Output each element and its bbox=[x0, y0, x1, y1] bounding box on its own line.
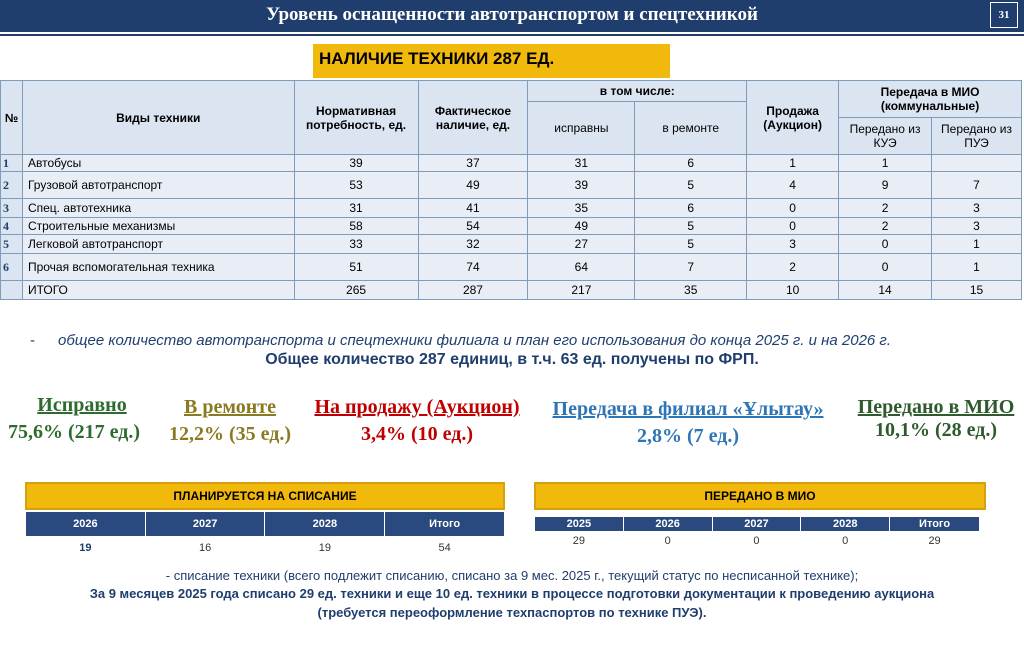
row-norm: 58 bbox=[294, 218, 418, 235]
stat-working bbox=[7, 394, 142, 444]
row-num: 2 bbox=[1, 172, 23, 199]
row-kue: 2 bbox=[839, 199, 932, 218]
row-kue: 0 bbox=[839, 235, 932, 254]
writeoff-title: ПЛАНИРУЕТСЯ НА СПИСАНИЕ bbox=[25, 482, 505, 510]
mio-value: 0 bbox=[753, 534, 760, 547]
col-norm-header: Нормативная потребность, ед. bbox=[294, 81, 418, 155]
row-fact: 54 bbox=[418, 218, 528, 235]
mio-value: 0 bbox=[664, 534, 671, 547]
row-num: 3 bbox=[1, 199, 23, 218]
bottom-note-2: За 9 месяцев 2025 года списано 29 ед. техники и еще 10 ед. техники в процессе подготовки документации к проведению аукциона bbox=[89, 586, 935, 601]
row-sale: 1 bbox=[747, 155, 839, 172]
stat-repair bbox=[160, 396, 300, 446]
row-repair: 5 bbox=[635, 218, 747, 235]
row-fact: 32 bbox=[418, 235, 528, 254]
row-pue: 1 bbox=[932, 235, 1022, 254]
row-fact: 74 bbox=[418, 254, 528, 281]
row-working: 64 bbox=[528, 254, 635, 281]
stat-working-label: Исправно bbox=[37, 394, 127, 416]
row-pue: 1 bbox=[932, 254, 1022, 281]
row-kue: 2 bbox=[839, 218, 932, 235]
row-norm: 31 bbox=[294, 199, 418, 218]
row-working: 31 bbox=[528, 155, 635, 172]
mio-year: 2027 bbox=[712, 517, 801, 532]
total-fact: 287 bbox=[418, 281, 528, 300]
col-repair-header: в ремонте bbox=[635, 102, 747, 155]
row-norm: 39 bbox=[294, 155, 418, 172]
col-fact-header: Фактическое наличие, ед. bbox=[418, 81, 528, 155]
row-fact: 41 bbox=[418, 199, 528, 218]
writeoff-value: 16 bbox=[198, 541, 212, 554]
col-num-header: № bbox=[1, 81, 23, 155]
row-repair: 7 bbox=[635, 254, 747, 281]
mio-total-header: Итого bbox=[890, 517, 980, 532]
row-fact: 37 bbox=[418, 155, 528, 172]
stat-ulytau bbox=[538, 398, 838, 448]
total-sale: 10 bbox=[747, 281, 839, 300]
total-kue: 14 bbox=[839, 281, 932, 300]
col-type-header: Виды техники bbox=[22, 81, 294, 155]
row-repair: 5 bbox=[635, 235, 747, 254]
row-working: 27 bbox=[528, 235, 635, 254]
writeoff-value: 19 bbox=[79, 541, 92, 554]
table-row bbox=[1, 172, 1022, 199]
row-pue: 7 bbox=[932, 172, 1022, 199]
row-kue: 0 bbox=[839, 254, 932, 281]
page-title: Уровень оснащенности автотранспортом и спецтехникой bbox=[266, 4, 758, 25]
total-repair: 35 bbox=[635, 281, 747, 300]
row-working: 49 bbox=[528, 218, 635, 235]
writeoff-total: 54 bbox=[438, 541, 451, 554]
col-sale-header: Продажа (Аукцион) bbox=[747, 81, 839, 155]
table-row bbox=[1, 218, 1022, 235]
mio-year: 2026 bbox=[623, 517, 712, 532]
row-name: Грузовой автотранспорт bbox=[22, 172, 294, 199]
stat-mio bbox=[848, 396, 1024, 442]
note-dash: - bbox=[30, 332, 35, 349]
header-bar bbox=[0, 0, 1024, 32]
stat-repair-value: 12,2% (35 ед.) bbox=[168, 423, 292, 445]
mio-table bbox=[534, 516, 980, 550]
row-working: 39 bbox=[528, 172, 635, 199]
row-norm: 33 bbox=[294, 235, 418, 254]
row-norm: 53 bbox=[294, 172, 418, 199]
col-kue-header: Передано из КУЭ bbox=[839, 118, 932, 155]
total-norm: 265 bbox=[294, 281, 418, 300]
writeoff-table bbox=[25, 511, 505, 559]
writeoff-total-header: Итого bbox=[385, 512, 505, 537]
header-divider bbox=[0, 34, 1024, 36]
row-fact: 49 bbox=[418, 172, 528, 199]
stat-mio-value: 10,1% (28 ед.) bbox=[874, 419, 998, 441]
row-kue: 1 bbox=[839, 155, 932, 172]
total-label: ИТОГО bbox=[22, 281, 294, 300]
row-sale: 4 bbox=[747, 172, 839, 199]
stat-sale-value: 3,4% (10 ед.) bbox=[360, 423, 474, 445]
row-norm: 51 bbox=[294, 254, 418, 281]
mio-value: 0 bbox=[842, 534, 849, 547]
stat-sale-label: На продажу (Аукцион) bbox=[314, 396, 520, 418]
table-row bbox=[1, 235, 1022, 254]
row-name: Спец. автотехника bbox=[22, 199, 294, 218]
col-including-header: в том числе: bbox=[528, 81, 747, 102]
table-total-row bbox=[1, 281, 1022, 300]
row-repair: 5 bbox=[635, 172, 747, 199]
col-working-header: исправны bbox=[528, 102, 635, 155]
writeoff-year: 2027 bbox=[145, 512, 265, 537]
total-working: 217 bbox=[528, 281, 635, 300]
mio-title: ПЕРЕДАНО В МИО bbox=[534, 482, 986, 510]
row-pue bbox=[932, 155, 1022, 172]
stat-ulytau-label: Передача в филиал «Ұлытау» bbox=[552, 398, 824, 420]
row-sale: 0 bbox=[747, 199, 839, 218]
table-row bbox=[1, 254, 1022, 281]
bottom-note-3: (требуется переоформление техпаспортов по технике ПУЭ). bbox=[317, 605, 707, 620]
mio-total: 29 bbox=[928, 534, 941, 547]
row-kue: 9 bbox=[839, 172, 932, 199]
note-plan-text: общее количество автотранспорта и спецтехники филиала и план его использования до конца 2025 г. и на 2026 г. bbox=[58, 332, 891, 349]
row-num: 6 bbox=[1, 254, 23, 281]
writeoff-year: 2028 bbox=[265, 512, 385, 537]
row-num: 4 bbox=[1, 218, 23, 235]
row-name: Строительные механизмы bbox=[22, 218, 294, 235]
row-name: Автобусы bbox=[22, 155, 294, 172]
row-sale: 0 bbox=[747, 218, 839, 235]
equipment-banner bbox=[313, 44, 670, 78]
note-total: Общее количество 287 единиц, в т.ч. 63 ед. получены по ФРП. bbox=[265, 351, 759, 368]
table-row bbox=[1, 155, 1022, 172]
writeoff-year: 2026 bbox=[26, 512, 146, 537]
row-num: 5 bbox=[1, 235, 23, 254]
row-repair: 6 bbox=[635, 199, 747, 218]
stat-working-value: 75,6% (217 ед.) bbox=[7, 421, 141, 443]
banner-text: НАЛИЧИЕ ТЕХНИКИ 287 ЕД. bbox=[319, 49, 555, 68]
total-num bbox=[1, 281, 23, 300]
table-row bbox=[1, 199, 1022, 218]
row-num: 1 bbox=[1, 155, 23, 172]
row-repair: 6 bbox=[635, 155, 747, 172]
page-number: 31 bbox=[990, 2, 1018, 28]
total-pue: 15 bbox=[932, 281, 1022, 300]
row-working: 35 bbox=[528, 199, 635, 218]
mio-value: 29 bbox=[572, 534, 586, 547]
bottom-note-1: - списание техники (всего подлежит списанию, списано за 9 мес. 2025 г., текущий статус по несписанной технике); bbox=[165, 568, 859, 583]
col-pue-header: Передано из ПУЭ bbox=[932, 118, 1022, 155]
mio-year: 2028 bbox=[801, 517, 890, 532]
row-pue: 3 bbox=[932, 199, 1022, 218]
row-name: Прочая вспомогательная техника bbox=[22, 254, 294, 281]
row-sale: 3 bbox=[747, 235, 839, 254]
stat-ulytau-value: 2,8% (7 ед.) bbox=[636, 425, 740, 447]
row-name: Легковой автотранспорт bbox=[22, 235, 294, 254]
stat-repair-label: В ремонте bbox=[184, 396, 276, 418]
stat-sale bbox=[310, 396, 524, 446]
row-pue: 3 bbox=[932, 218, 1022, 235]
stat-mio-label: Передано в МИО bbox=[857, 396, 1015, 418]
writeoff-value: 19 bbox=[318, 541, 331, 554]
mio-year: 2025 bbox=[535, 517, 624, 532]
row-sale: 2 bbox=[747, 254, 839, 281]
col-mio-header: Передача в МИО (коммунальные) bbox=[839, 81, 1022, 118]
equipment-table bbox=[0, 80, 1022, 300]
